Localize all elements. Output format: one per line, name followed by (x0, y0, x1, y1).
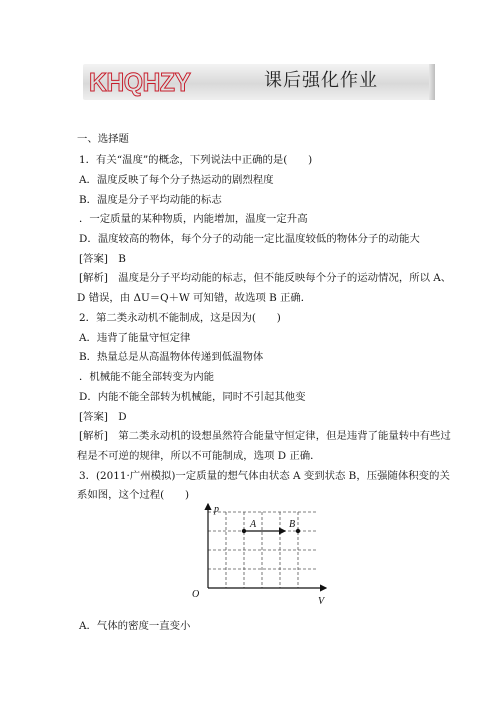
question-3-line-1: 3．(2011·广州模拟)一定质量的想气体由状态 A 变到状态 B，压强随体积变的关 (79, 470, 450, 482)
q3-option-a: A．气体的密度一直变小 (79, 620, 191, 632)
y-axis-label: p (214, 504, 219, 515)
q2-analysis-line-2: 程是不可逆的规律，所以不可能制成，选项 D 正确． (77, 450, 321, 462)
label-a: A (250, 519, 257, 530)
section-heading: 一、选择题 (77, 133, 129, 145)
question-2: 2．第二类永动机不能制成，这是因为( ) (79, 312, 281, 324)
q2-option-b: B．热量总是从高温物体传递到低温物体 (79, 351, 264, 363)
q2-option-a: A．违背了能量守恒定律 (79, 332, 191, 344)
q1-option-c: ．一定质量的某种物质，内能增加，温度一定升高 (79, 213, 308, 225)
question-3-line-2: 系如图，这个过程( ) (77, 489, 190, 501)
q1-analysis-line-2: D 错误，由 ΔU＝Q＋W 可知错，故选项 B 正确． (77, 292, 312, 304)
label-b: B (289, 519, 296, 530)
grid (208, 512, 316, 588)
pv-diagram (190, 502, 330, 614)
q2-analysis-line-1: [解析] 第二类永动机的设想虽然符合能量守恒定律，但是违背了能量转中有些过 (79, 430, 451, 442)
q2-answer: [答案] D (79, 411, 127, 423)
q1-option-a: A．温度反映了每个分子热运动的剧烈程度 (79, 174, 274, 186)
point-a (242, 529, 246, 533)
q2-option-d: D．内能不能全部转为机械能，同时不引起其他变 (79, 391, 306, 403)
origin-label: O (192, 589, 200, 600)
q1-answer: [答案] B (79, 253, 126, 265)
q1-analysis-line-1: [解析] 温度是分子平均动能的标志，但不能反映每个分子的运动情况，所以 A、 (79, 272, 452, 284)
q1-option-b: B．温度是分子平均动能的标志 (79, 194, 222, 206)
logo-text: KHQHZY (89, 67, 191, 97)
point-b (296, 529, 300, 533)
question-1: 1．有关“温度”的概念，下列说法中正确的是( ) (79, 154, 313, 166)
q2-option-c: ．机械能不能全部转变为内能 (79, 371, 215, 383)
x-axis-label: V (318, 596, 325, 607)
banner-title: 课后强化作业 (264, 70, 378, 91)
header-banner (83, 64, 435, 100)
q1-option-d: D．温度较高的物体，每个分子的动能一定比温度较低的物体分子的动能大 (79, 233, 420, 245)
